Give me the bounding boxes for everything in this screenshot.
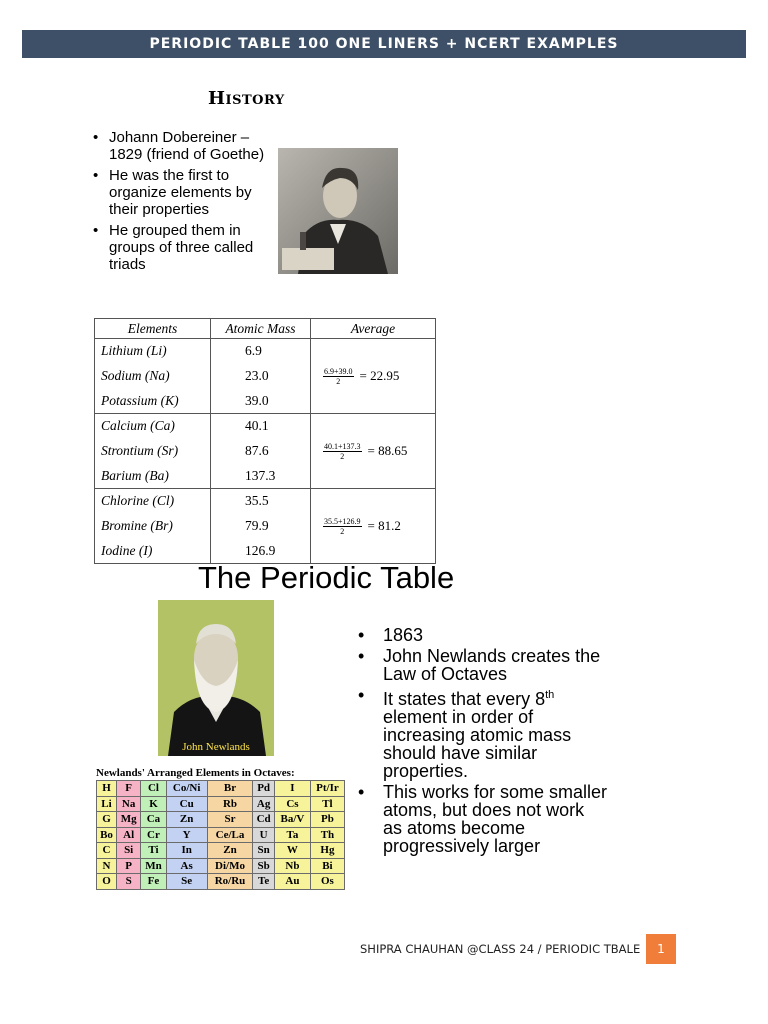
octave-cell: Di/Mo [207, 858, 253, 874]
element-name: Potassium (K) [101, 392, 179, 408]
octave-cell: G [97, 812, 117, 828]
element-name: Sodium (Na) [101, 367, 170, 383]
atomic-mass: 39.0 [245, 392, 269, 408]
octave-cell: Pb [310, 812, 344, 828]
octave-cell: Ce/La [207, 827, 253, 843]
octaves-table [96, 780, 345, 890]
element-name: Calcium (Ca) [101, 418, 175, 434]
octave-cell: Co/Ni [166, 781, 207, 797]
octave-cell: S [116, 874, 140, 890]
triad-elements-cell [95, 339, 211, 414]
octaves-title: Newlands' Arranged Elements in Octaves: [96, 767, 295, 779]
octave-cell: Nb [275, 858, 311, 874]
fraction-denominator: 2 [336, 376, 341, 386]
fraction-numerator: 35.5+126.9 [324, 516, 361, 526]
page-number: 1 [646, 934, 676, 964]
octave-row [97, 874, 345, 890]
octave-cell: Os [310, 874, 344, 890]
bullet-text: It states that every 8 [383, 689, 546, 709]
octave-cell: Pt/Ir [310, 781, 344, 797]
fraction-denominator: 2 [340, 451, 345, 461]
octave-cell: Br [207, 781, 253, 797]
octave-cell: In [166, 843, 207, 859]
octave-cell: O [97, 874, 117, 890]
octave-cell: Cl [141, 781, 166, 797]
octave-cell: Sr [207, 812, 253, 828]
octave-cell: U [253, 827, 275, 843]
triad-mass-cell [211, 339, 311, 414]
octave-cell: H [97, 781, 117, 797]
octave-cell: Si [116, 843, 140, 859]
octave-cell: Bi [310, 858, 344, 874]
average-fraction [323, 367, 354, 386]
element-name: Bromine (Br) [101, 517, 173, 533]
atomic-mass: 6.9 [245, 343, 262, 359]
triad-elements-cell [95, 489, 211, 564]
element-name: Lithium (Li) [101, 343, 167, 359]
atomic-mass: 137.3 [245, 467, 276, 483]
element-name: Strontium (Sr) [101, 442, 179, 458]
history-bullet: • Johann Dobereiner – 1829 (friend of Goethe) [93, 129, 273, 163]
atomic-mass: 126.9 [245, 542, 276, 558]
octave-cell: Au [275, 874, 311, 890]
portrait-caption: John Newlands [182, 741, 250, 753]
octave-cell: Th [310, 827, 344, 843]
triads-header-row [95, 319, 436, 339]
octave-cell: C [97, 843, 117, 859]
octave-cell: Cs [275, 796, 311, 812]
octave-cell: Ro/Ru [207, 874, 253, 890]
octave-cell: Cr [141, 827, 166, 843]
octave-cell: Al [116, 827, 140, 843]
ordinal-superscript: th [545, 689, 555, 701]
octave-cell: Rb [207, 796, 253, 812]
octave-cell: Zn [166, 812, 207, 828]
octave-row [97, 843, 345, 859]
element-name: Iodine (I) [101, 542, 153, 558]
history-heading: History [208, 88, 285, 109]
newlands-bullet: • 1863 [358, 626, 608, 644]
triads-table [94, 318, 436, 564]
octave-cell: Bo [97, 827, 117, 843]
octave-cell: Na [116, 796, 140, 812]
element-name: Chlorine (Cl) [101, 493, 175, 509]
octave-row [97, 827, 345, 843]
octave-cell: Te [253, 874, 275, 890]
triad-row [95, 489, 436, 564]
atomic-mass: 40.1 [245, 418, 269, 434]
col-header-average: Average [311, 319, 436, 339]
octave-cell: Se [166, 874, 207, 890]
octave-cell: Ca [141, 812, 166, 828]
newlands-bullet: • This works for some smaller atoms, but does not work as atoms become progressively larger [358, 783, 608, 855]
octave-cell: Mn [141, 858, 166, 874]
newlands-bullet: • John Newlands creates the Law of Octaves [358, 647, 608, 683]
octave-cell: Cu [166, 796, 207, 812]
octave-cell: P [116, 858, 140, 874]
octave-cell: K [141, 796, 166, 812]
triad-row [95, 339, 436, 414]
atomic-mass: 35.5 [245, 493, 269, 509]
average-result: = 88.65 [367, 443, 408, 458]
triad-mass-cell [211, 414, 311, 489]
atomic-mass: 79.9 [245, 517, 269, 533]
octave-cell: Ta [275, 827, 311, 843]
octave-cell: Ba/V [275, 812, 311, 828]
octave-cell: Li [97, 796, 117, 812]
atomic-mass: 87.6 [245, 442, 269, 458]
triad-row [95, 414, 436, 489]
octave-cell: Y [166, 827, 207, 843]
average-fraction [323, 517, 362, 536]
average-fraction [323, 442, 362, 461]
col-header-atomic-mass: Atomic Mass [211, 319, 311, 339]
page-header: PERIODIC TABLE 100 ONE LINERS + NCERT EXAMPLES [22, 30, 746, 58]
octave-cell: W [275, 843, 311, 859]
newlands-bullet-list [358, 626, 608, 858]
triad-elements-cell [95, 414, 211, 489]
col-header-elements: Elements [95, 319, 211, 339]
octave-row [97, 796, 345, 812]
atomic-mass: 23.0 [245, 367, 269, 383]
history-bullet: • He grouped them in groups of three called triads [93, 222, 273, 273]
octave-row [97, 858, 345, 874]
octave-cell: Zn [207, 843, 253, 859]
footer-text: SHIPRA CHAUHAN @CLASS 24 / PERIODIC TBALE [360, 942, 641, 956]
octave-cell: F [116, 781, 140, 797]
newlands-bullet [358, 686, 608, 780]
element-name: Barium (Ba) [101, 467, 169, 483]
fraction-numerator: 40.1+137.3 [324, 441, 361, 451]
dobereiner-portrait [278, 148, 398, 274]
octave-row [97, 812, 345, 828]
triad-average-cell [311, 414, 436, 489]
octave-cell: As [166, 858, 207, 874]
octave-cell: Ag [253, 796, 275, 812]
history-bullet: • He was the first to organize elements by their properties [93, 167, 273, 218]
history-bullet-list [93, 129, 273, 277]
average-result: = 81.2 [367, 518, 401, 533]
octave-cell: I [275, 781, 311, 797]
octave-cell: Hg [310, 843, 344, 859]
octave-cell: Pd [253, 781, 275, 797]
average-result: = 22.95 [359, 368, 400, 383]
octave-cell: Mg [116, 812, 140, 828]
octave-cell: Fe [141, 874, 166, 890]
triad-average-cell [311, 339, 436, 414]
octave-row [97, 781, 345, 797]
octave-cell: Cd [253, 812, 275, 828]
octave-cell: Ti [141, 843, 166, 859]
octave-cell: Sn [253, 843, 275, 859]
octave-cell: Tl [310, 796, 344, 812]
bullet-text: element in order of increasing atomic mass should have similar properties. [383, 707, 572, 781]
newlands-portrait [158, 600, 274, 756]
fraction-denominator: 2 [340, 526, 345, 536]
octave-cell: N [97, 858, 117, 874]
periodic-table-title: The Periodic Table [198, 560, 455, 595]
triad-average-cell [311, 489, 436, 564]
triad-mass-cell [211, 489, 311, 564]
octave-cell: Sb [253, 858, 275, 874]
fraction-numerator: 6.9+39.0 [324, 366, 353, 376]
